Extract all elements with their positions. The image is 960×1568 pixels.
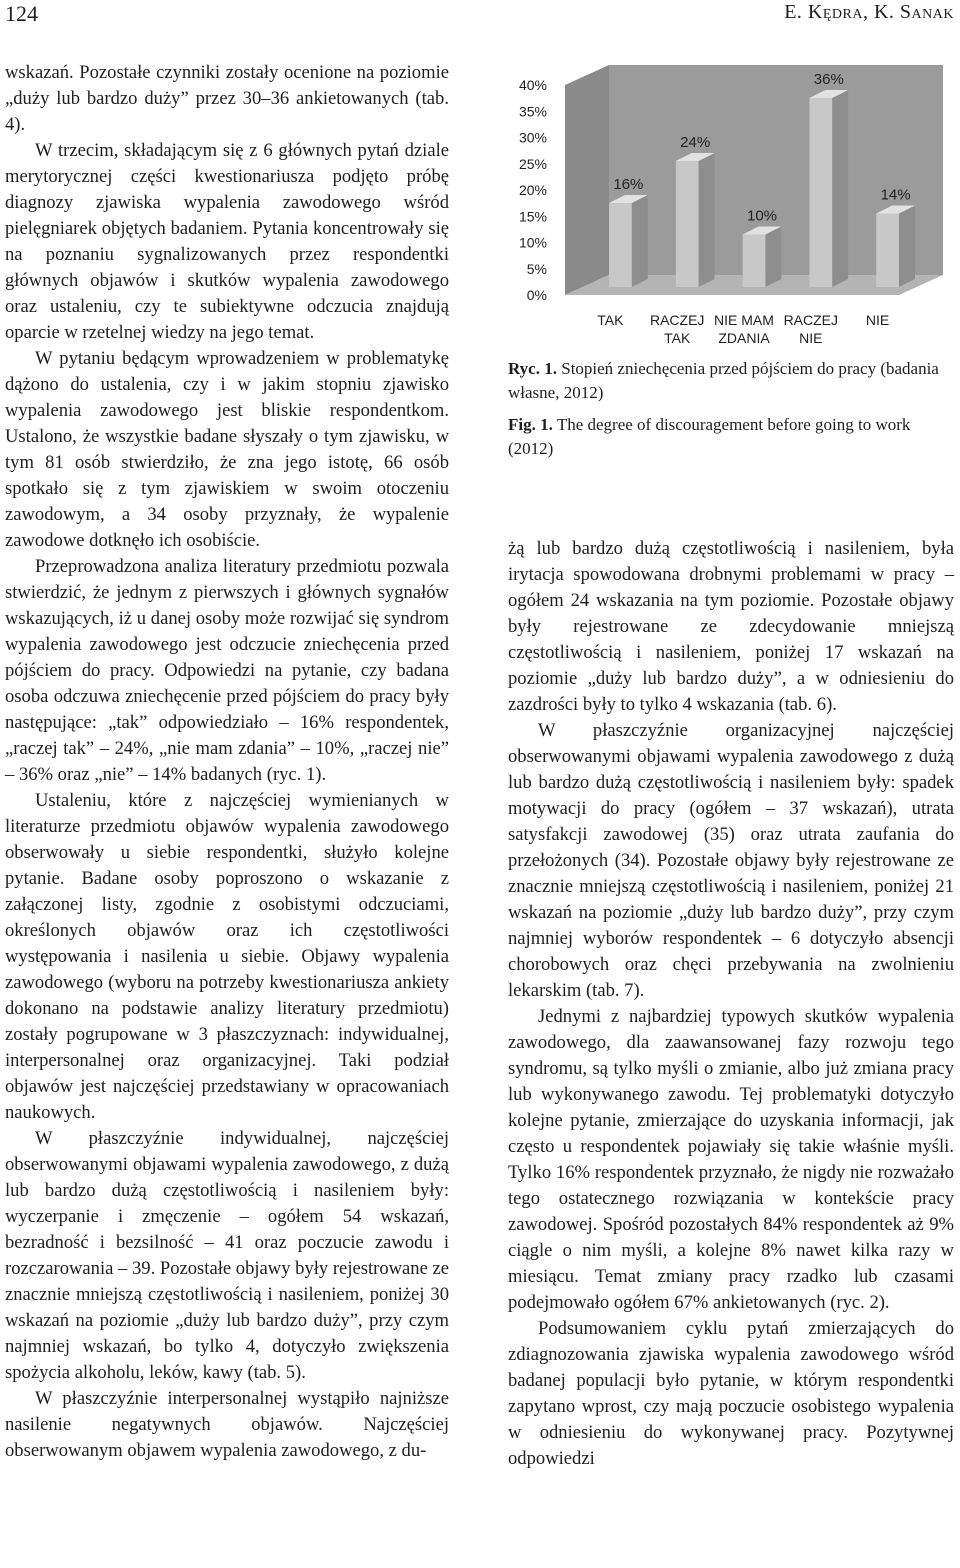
- chart-side-wall: [565, 65, 609, 295]
- x-tick-label: NIE MAM: [714, 312, 774, 328]
- bar-side: [699, 153, 715, 287]
- paragraph: Podsumowaniem cyklu pytań zmierzających do zdiagnozowania zjawiska wypalenia zawodowego wśród badanej populacji było pytanie, w którym respondentki zapytano wprost, czy mają poczucie osobistego wypalenia w odniesieniu do wykonywanej pracy. Pozytywnej odpowiedzi: [508, 1318, 954, 1469]
- paragraph: W płaszczyźnie indywidualnej, najczęściej obserwowanymi objawami wypalenia zawodowego, z dużą lub bardzo dużą częstotliwością i nasileniem były: wyczerpanie i zmęczenie – ogółem 54 wskazań, bezradność i bezsilność – 41 oraz poczucie zawodu i rozczarowania – 39. Pozostałe objawy były rejestrowane ze znacznie mniejszą częstotliwością i nasileniem, poniżej 30 wskazań na poziomie „duży lub bardzo duży”, przy czym najmniej wskazań, bo tylko 4, dotyczyło zwiększenia spożycia alkoholu, leków, kawy (tab. 5).: [5, 1128, 450, 1383]
- y-tick-label: 0%: [526, 287, 547, 303]
- caption-label: Ryc. 1.: [508, 359, 557, 378]
- x-tick-label: ZDANIA: [718, 330, 770, 346]
- y-tick-label: 20%: [518, 182, 547, 198]
- bar-side: [899, 206, 915, 288]
- bar: [876, 214, 899, 288]
- paragraph: W płaszczyźnie interpersonalnej wystąpiło najniższe nasilenie negatywnych objawów. Najczęściej obserwowanym objawem wypalenia zawodowego, z du-: [5, 1388, 449, 1461]
- x-tick-label: TAK: [664, 330, 691, 346]
- y-tick-label: 15%: [518, 208, 547, 225]
- bar-side: [632, 195, 648, 287]
- page-number: 124: [5, 1, 38, 26]
- page-header: [0, 0, 960, 30]
- figure-caption-pl: [508, 357, 954, 405]
- paragraph: wskazań. Pozostałe czynniki zostały ocenione na poziomie „duży lub bardzo duży” przez 30–36 ankietowanych (tab. 4).: [5, 62, 449, 135]
- y-tick-label: 25%: [518, 155, 547, 172]
- running-head: E. Kędra, K. Sanak: [784, 1, 954, 23]
- data-label: 36%: [813, 71, 844, 88]
- x-tick-label: NIE: [865, 312, 890, 328]
- bar: [609, 203, 632, 287]
- paragraph: Ustaleniu, które z najczęściej wymienianych w literaturze przedmiotu objawów wypalenia zawodowego obserwowały u siebie respondentki, służyło kolejne pytanie. Badane osoby poproszono o wskazanie z załączonej listy, zgodnie z osobistymi odczuciami, określonych objawów oraz ich częstotliwości występowania i nasilenia u siebie. Objawy wypalenia zawodowego (wyboru na potrzeby kwestionariusza ankiety dokonano na podstawie analizy literatury przedmiotu) zostały pogrupowane w 3 płaszczyznach: indywidualnej, interpersonalnej oraz organizacyjnej. Taki podział objawów jest najczęściej przedstawiany w opracowaniach naukowych.: [5, 790, 449, 1123]
- bar-chart: [503, 52, 953, 352]
- x-tick-label: TAK: [597, 312, 624, 328]
- x-tick-label: RACZEJ: [649, 312, 705, 328]
- x-tick-label: NIE: [799, 330, 823, 346]
- bar: [743, 235, 766, 288]
- data-label: 24%: [680, 134, 711, 151]
- bar-side: [765, 227, 781, 288]
- paragraph: żą lub bardzo dużą częstotliwością i nasileniem, była irytacja spowodowana drobnymi problemami w pracy – ogółem 24 wskazania na tym poziomie. Pozostałe objawy były rejestrowane ze zdecydowanie mniejszą częstotliwością i nasileniem, poniżej 17 wskazań na poziomie „duży lub bardzo duży”, a w odniesieniu do zazdrości były to tylko 4 wskazania (tab. 6).: [508, 538, 954, 715]
- right-text-column: [508, 536, 954, 1472]
- data-label: 16%: [613, 176, 644, 193]
- y-tick-label: 35%: [518, 103, 547, 120]
- paragraph: W pytaniu będącym wprowadzeniem w problematykę dążono do ustalenia, czy i w jakim stopniu zjawisko wypalenia zawodowego jest bliskie respondentkom. Ustalono, że wszystkie badane słyszały o tym zjawisku, w tym 81 osób stwierdziło, że zna jego istotę, 66 osób spotkało się z tym zjawiskiem w swoim otoczeniu zawodowym, a 34 osoby przyznały, że wypalenie zawodowe dotknęło ich osobiście.: [5, 348, 449, 551]
- paragraph: Jednymi z najbardziej typowych skutków wypalenia zawodowego, dla zaawansowanej fazy rozwoju tego syndromu, są tylko myśli o zmianie, albo już zmiana pracy lub wykonywanego zawodu. Tej problematyki dotyczyło kolejne pytanie, zmierzające do uzyskania informacji, jak często u respondentek pojawiały się takie właśnie myśli. Tylko 16% respondentek przyznało, że nigdy nie rozważało tego ostatecznego rozwiązania w kontekście pracy zawodowej. Spośród pozostałych 84% respondentek aż 9% ciągle o nim myśli, a kolejne 8% nawet kilka razy w miesiącu. Temat zmiany pracy rzadko lub czasami podejmowało ogółem 67% ankietowanych (ryc. 2).: [508, 1006, 954, 1313]
- bar: [676, 161, 699, 287]
- data-label: 10%: [746, 207, 778, 225]
- y-tick-label: 40%: [518, 77, 547, 93]
- figure-1-bar-chart: [503, 52, 953, 352]
- data-label: 14%: [880, 186, 911, 204]
- y-tick-label: 30%: [518, 129, 547, 146]
- paragraph: W trzecim, składającym się z 6 głównych pytań dziale merytorycznej części kwestionariusza podjęto próbę diagnozy zjawiska wypalenia zawodowego wśród pielęgniarek objętych badaniem. Pytania koncentrowały się na poznaniu sygnalizowanych przez respondentki głównych objawów i skutków wypalenia zawodowego oraz ustaleniu, czy te subiektywne odczucia znajdują oparcie w rzetelnej wiedzy na jego temat.: [5, 140, 449, 343]
- y-tick-label: 10%: [518, 234, 547, 251]
- y-tick-label: 5%: [526, 260, 547, 277]
- x-tick-label: RACZEJ: [783, 312, 839, 328]
- figure-caption-en: [508, 413, 954, 461]
- paragraph: Przeprowadzona analiza literatury przedmiotu pozwala stwierdzić, że jednym z pierwszych i głównych sygnałów wskazujących, iż u danej osoby może rozwijać się syndrom wypalenia zawodowego jest odczucie zniechęcenia przed pójściem do pracy. Odpowiedzi na pytanie, czy badana osoba odczuwa zniechęcenie przed pójściem do pracy były następujące: „tak” odpowiedziało – 16% respondentek, „raczej tak” – 24%, „nie mam zdania” – 10%, „raczej nie” – 36% oraz „nie” – 14% badanych (ryc. 1).: [5, 556, 449, 785]
- bar: [809, 98, 832, 287]
- caption-label: Fig. 1.: [508, 415, 553, 434]
- caption-text: Stopień zniechęcenia przed pójściem do pracy (badania własne, 2012): [508, 359, 939, 402]
- bar-side: [832, 90, 848, 287]
- left-text-column: [5, 60, 449, 1464]
- paragraph: W płaszczyźnie organizacyjnej najczęściej obserwowanymi objawami wypalenia zawodowego z dużą lub bardzo dużą częstotliwością i nasileniem były: spadek motywacji do pracy (ogółem – 37 wskazań), utrata satysfakcji zawodowej (35) oraz utrata zaufania do przełożonych (34). Pozostałe objawy były rejestrowane ze znacznie mniejszą częstotliwością i nasileniem, poniżej 21 wskazań na poziomie „duży lub bardzo duży”, przy czym najmniej wyborów respondentek – 6 dotyczyło absencji chorobowych oraz chęci przebywania na zwolnieniu lekarskim (tab. 7).: [508, 720, 954, 1001]
- caption-text: The degree of discouragement before going to work (2012): [508, 415, 911, 458]
